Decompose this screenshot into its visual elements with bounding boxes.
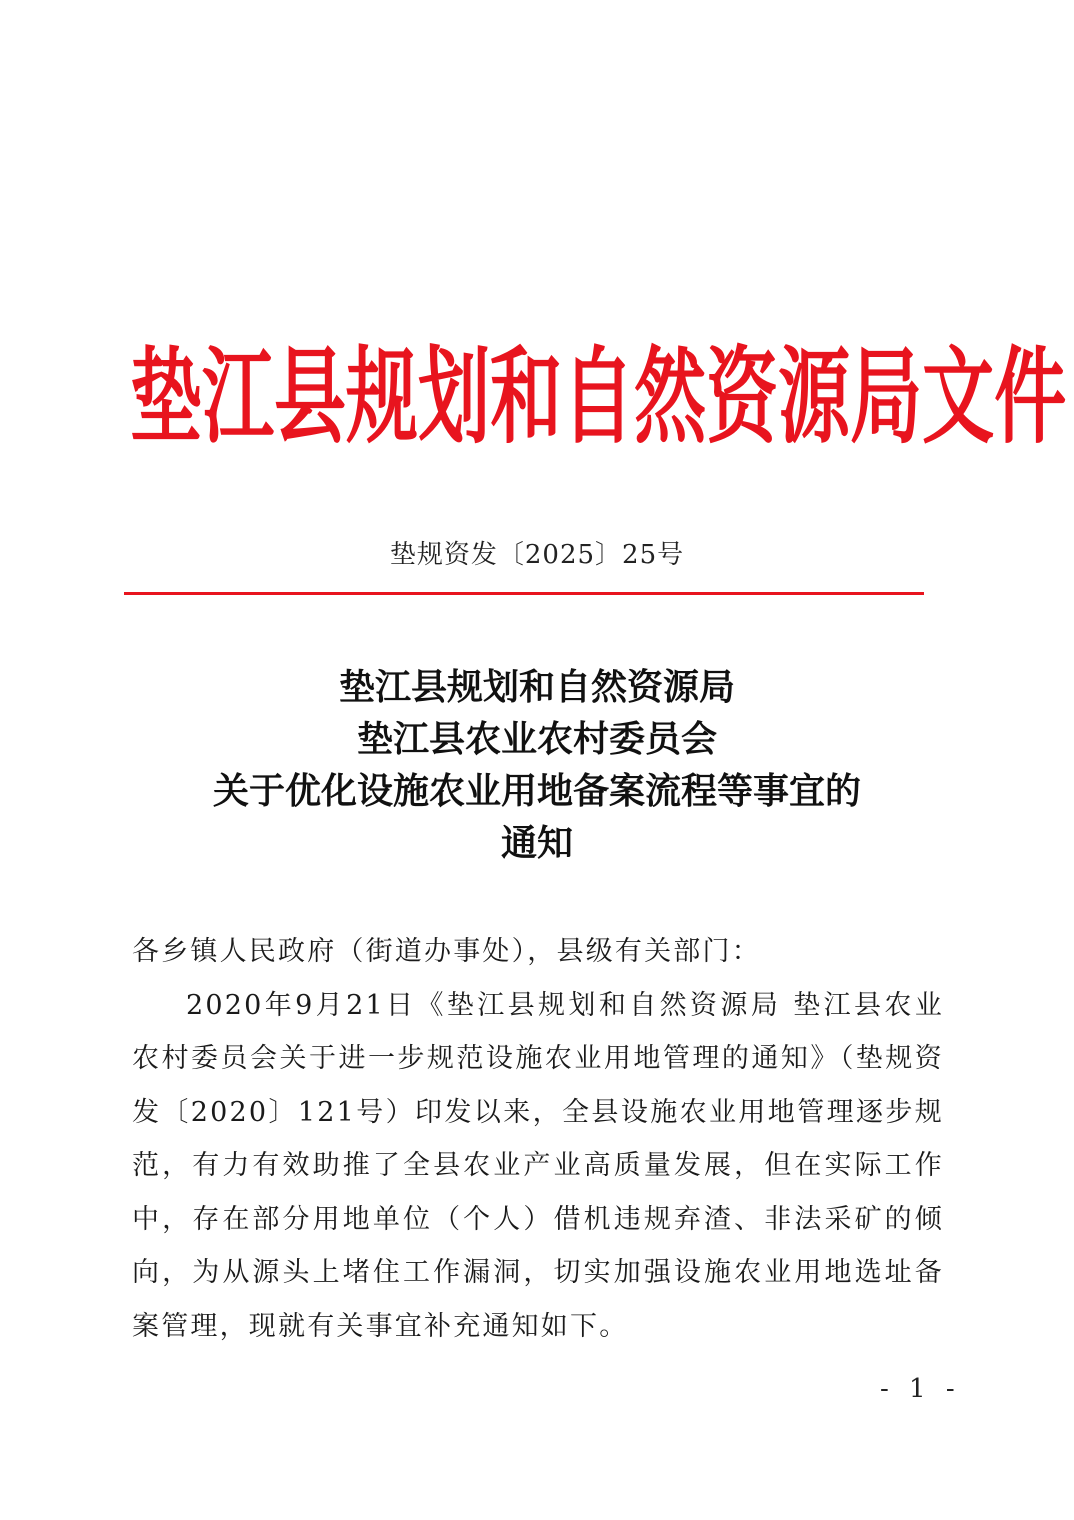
red-masthead-title xyxy=(130,336,1067,458)
document-number: 垫规资发〔2025〕25号 xyxy=(389,540,685,570)
salutation: 各乡镇人民政府（街道办事处），县级有关部门： xyxy=(132,936,761,967)
document-body xyxy=(132,925,944,1353)
masthead-char: 垫 xyxy=(130,336,203,458)
masthead-char: 局 xyxy=(850,336,923,458)
masthead-char: 然 xyxy=(634,336,707,458)
masthead-char: 自 xyxy=(562,336,635,458)
masthead-char: 件 xyxy=(994,336,1067,458)
masthead-char: 和 xyxy=(490,336,563,458)
document-title xyxy=(0,662,1074,870)
masthead-char: 文 xyxy=(922,336,995,458)
title-line-4: 通知 xyxy=(500,823,573,864)
masthead-char: 划 xyxy=(418,336,491,458)
masthead-char: 县 xyxy=(274,336,347,458)
masthead-char: 资 xyxy=(706,336,779,458)
masthead-char: 规 xyxy=(346,336,419,458)
masthead-char: 源 xyxy=(778,336,851,458)
red-separator-line xyxy=(124,592,924,595)
page-number: - 1 - xyxy=(880,1374,961,1404)
title-line-3: 关于优化设施农业用地备案流程等事宜的 xyxy=(212,771,861,812)
title-line-1: 垫江县规划和自然资源局 xyxy=(338,667,735,708)
masthead-char: 江 xyxy=(202,336,275,458)
body-paragraph: 2020年9月21日《垫江县规划和自然资源局 垫江县农业农村委员会关于进一步规范设施农业用地管理的通知》（垫规资发〔2020〕121号）印发以来，全县设施农业用地管理逐步规范，有力有效助推了全县农业产业高质量发展，但在实际工作中，存在部分用地单位（个人）借机违规弃渣、非法采矿的倾向，为从源头上堵住工作漏洞，切实加强设施农业用地选址备案管理，现就有关事宜补充通知如下。 xyxy=(132,989,944,1342)
title-line-2: 垫江县农业农村委员会 xyxy=(356,719,717,760)
